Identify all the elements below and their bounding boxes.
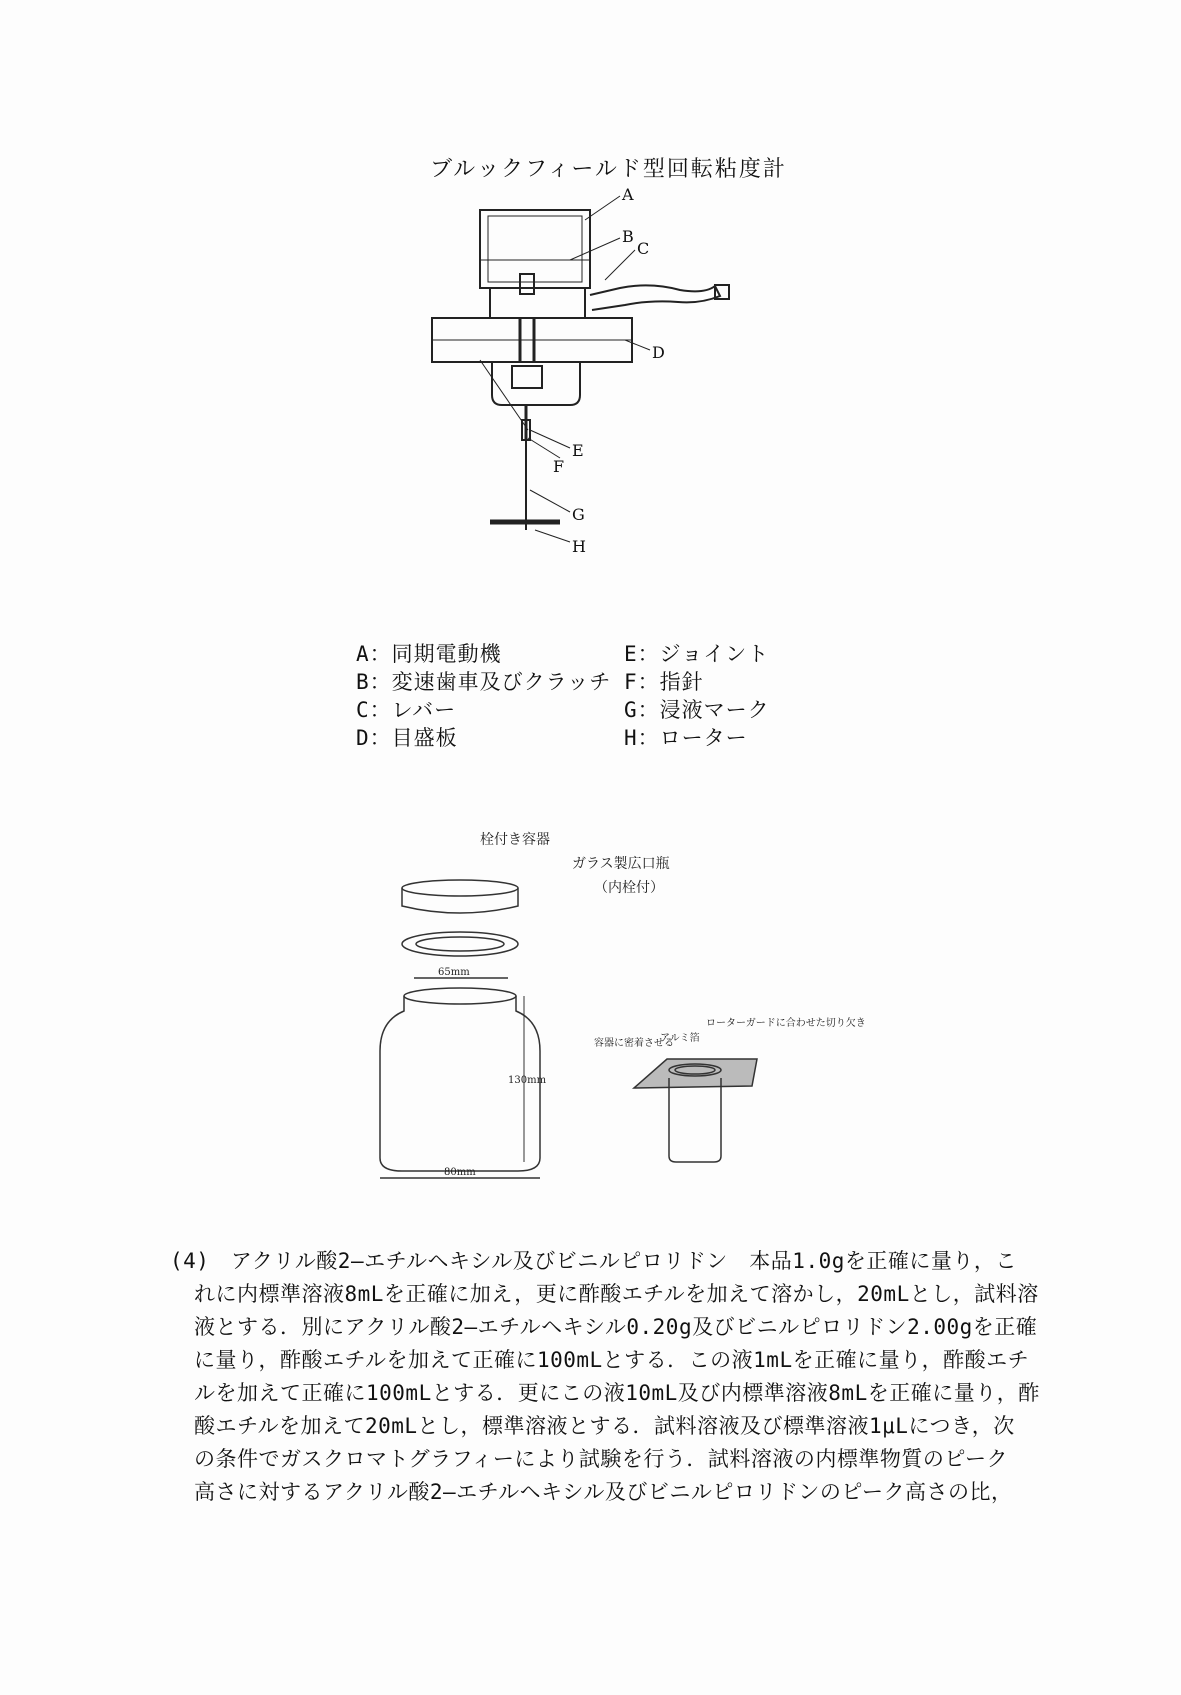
legend-right-3: H：ローター <box>624 726 748 750</box>
paragraph-line: の条件でガスクロマトグラフィーにより試験を行う．試料溶液の内標準物質のピーク <box>194 1447 1009 1471</box>
paragraph-line: 液とする．別にアクリル酸2―エチルヘキシル0.20g及びビニルピロリドン2.00gを正確 <box>194 1315 1038 1339</box>
container-subtitle1: ガラス製広口瓶 <box>572 856 670 872</box>
paragraph-line: (4) アクリル酸2―エチルヘキシル及びビニルピロリドン 本品1.0gを正確に量り，こ <box>170 1249 1017 1273</box>
paragraph-line: 高さに対するアクリル酸2―エチルヘキシル及びビニルピロリドンのピーク高さの比， <box>194 1480 1013 1504</box>
paragraph-line: 酸エチルを加えて20mLとし，標準溶液とする．試料溶液及び標準溶液1μLにつき，次 <box>194 1414 1015 1438</box>
callout-d: D <box>652 343 665 362</box>
legend-right-1: F：指針 <box>624 670 704 694</box>
callout-h: H <box>572 537 586 556</box>
dim-80mm: 80mm <box>444 1167 476 1178</box>
procedure-paragraph <box>170 1245 1040 1509</box>
container-diagram <box>362 826 866 1196</box>
callout-f: F <box>553 457 565 476</box>
container-subtitle2: （内栓付） <box>594 880 664 896</box>
label-foil: アルミ箔 <box>660 1033 700 1044</box>
legend-left-1: B：変速歯車及びクラッチ <box>356 670 612 694</box>
label-cut: ローターガードに合わせた切り欠き <box>706 1018 866 1029</box>
callout-b: B <box>622 227 634 246</box>
paragraph-line: に量り，酢酸エチルを加えて正確に100mLとする．この液1mLを正確に量り，酢酸エチ <box>194 1348 1030 1372</box>
container-title: 栓付き容器 <box>480 832 550 848</box>
label-seal: 容器に密着させる <box>594 1038 674 1049</box>
legend-right-2: G：浸液マーク <box>624 698 770 722</box>
legend-left-2: C：レバー <box>356 698 457 722</box>
figure1-title: ブルックフィールド型回転粘度計 <box>430 157 787 182</box>
dim-130mm: 130mm <box>508 1075 547 1086</box>
paragraph-line: れに内標準溶液8mLを正確に加え，更に酢酸エチルを加えて溶かし，20mLとし，試料溶 <box>194 1282 1039 1306</box>
paragraph-line: ルを加えて正確に100mLとする．更にこの液10mL及び内標準溶液8mLを正確に量り，酢 <box>194 1381 1040 1405</box>
legend-right-0: E：ジョイント <box>624 642 770 666</box>
legend-left-3: D：目盛板 <box>356 726 458 750</box>
callout-a: A <box>622 185 634 204</box>
dim-65mm: 65mm <box>438 967 470 978</box>
callout-c: C <box>637 239 650 258</box>
viscometer-diagram <box>420 185 760 590</box>
callout-e: E <box>572 441 584 460</box>
callout-g: G <box>572 505 585 524</box>
legend-left-0: A：同期電動機 <box>356 642 502 666</box>
